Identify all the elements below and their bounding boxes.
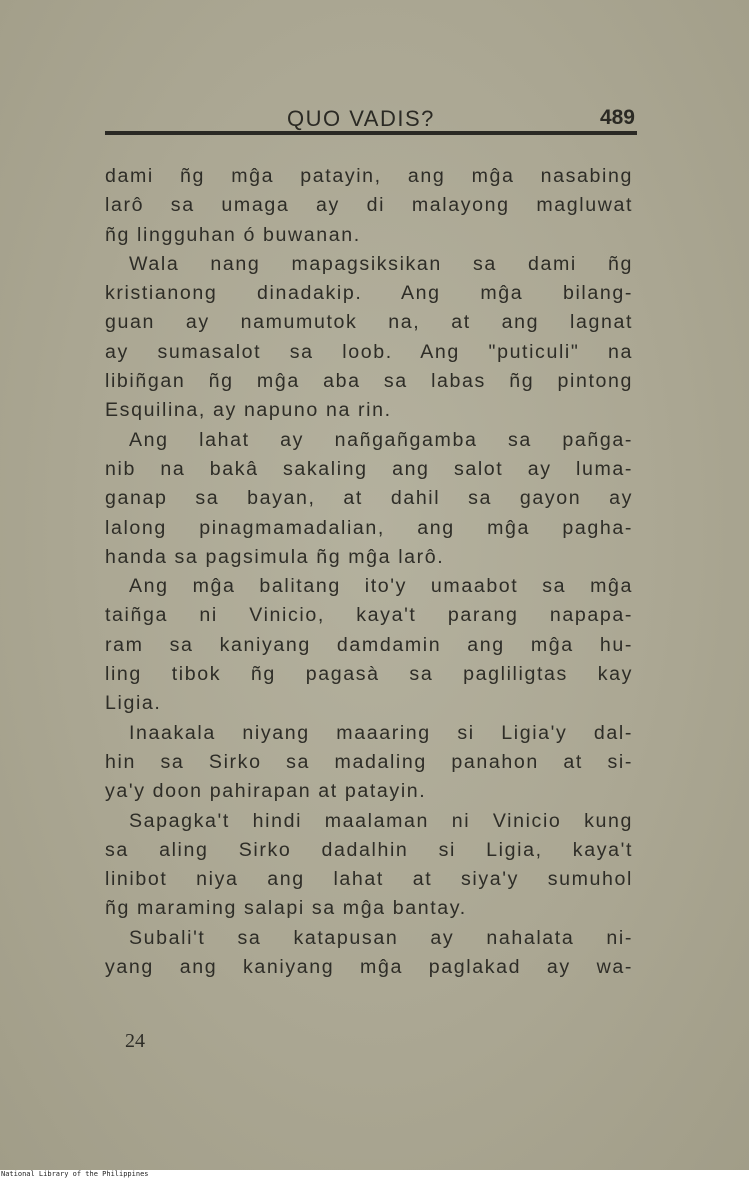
text-line: Sapagka't hindi maalaman ni Vinicio kung [129, 809, 633, 832]
text-line: Subali't sa katapusan ay nahalata ni- [129, 926, 633, 949]
text-line: Ang mĝa balitang ito'y umaabot sa mĝa [129, 575, 633, 598]
text-line: ñg maraming salapi sa mĝa bantay. [105, 897, 467, 920]
text-line: Esquilina, ay napuno na rin. [105, 399, 392, 422]
signature-mark: 24 [125, 1030, 145, 1052]
text-line: linibot niya ang lahat at siya'y sumuhol [105, 868, 633, 891]
page-number: 489 [599, 106, 635, 129]
running-title: QUO VADIS? [287, 106, 435, 131]
text-line: ya'y doon pahirapan at patayin. [105, 780, 427, 803]
text-line: ram sa kaniyang damdamin ang mĝa hu- [105, 633, 633, 656]
page-header [107, 100, 637, 132]
text-line: ganap sa bayan, at dahil sa gayon ay [105, 487, 633, 510]
text-line: larô sa umaga ay di malayong magluwat [105, 194, 633, 217]
text-line: Wala nang mapagsiksikan sa dami ñg [129, 252, 633, 275]
text-line: handa sa pagsimula ñg mĝa larô. [105, 545, 445, 568]
text-line: taiñga ni Vinicio, kaya't parang napapa- [105, 604, 633, 627]
text-line: Ang lahat ay nañgañgamba sa pañga- [129, 428, 633, 451]
text-line: Inaakala niyang maaaring si Ligia'y dal- [129, 721, 633, 744]
text-line: ñg lingguhan ó buwanan. [105, 223, 361, 246]
text-line: ling tibok ñg pagasà sa pagliligtas kay [105, 663, 633, 686]
text-line: nib na bakâ sakaling ang salot ay luma- [105, 457, 633, 480]
text-line: guan ay namumutok na, at ang lagnat [105, 311, 633, 334]
text-line: kristianong dinadakip. Ang mĝa bilang- [105, 282, 633, 305]
header-rule [105, 131, 637, 135]
text-line: lalong pinagmamadalian, ang mĝa pagha- [105, 516, 633, 539]
text-line: sa aling Sirko dadalhin si Ligia, kaya't [105, 838, 633, 861]
text-line: ay sumasalot sa loob. Ang "puticuli" na [105, 340, 633, 363]
text-line: Ligia. [105, 692, 162, 715]
text-line: dami ñg mĝa patayin, ang mĝa nasabing [105, 165, 633, 187]
library-credit: National Library of the Philippines [1, 1170, 149, 1178]
text-line: hin sa Sirko sa madaling panahon at si- [105, 750, 633, 773]
text-line: libiñgan ñg mĝa aba sa labas ñg pintong [105, 370, 633, 393]
text-line: yang ang kaniyang mĝa paglakad ay wa- [105, 956, 633, 979]
body-text [105, 162, 633, 982]
